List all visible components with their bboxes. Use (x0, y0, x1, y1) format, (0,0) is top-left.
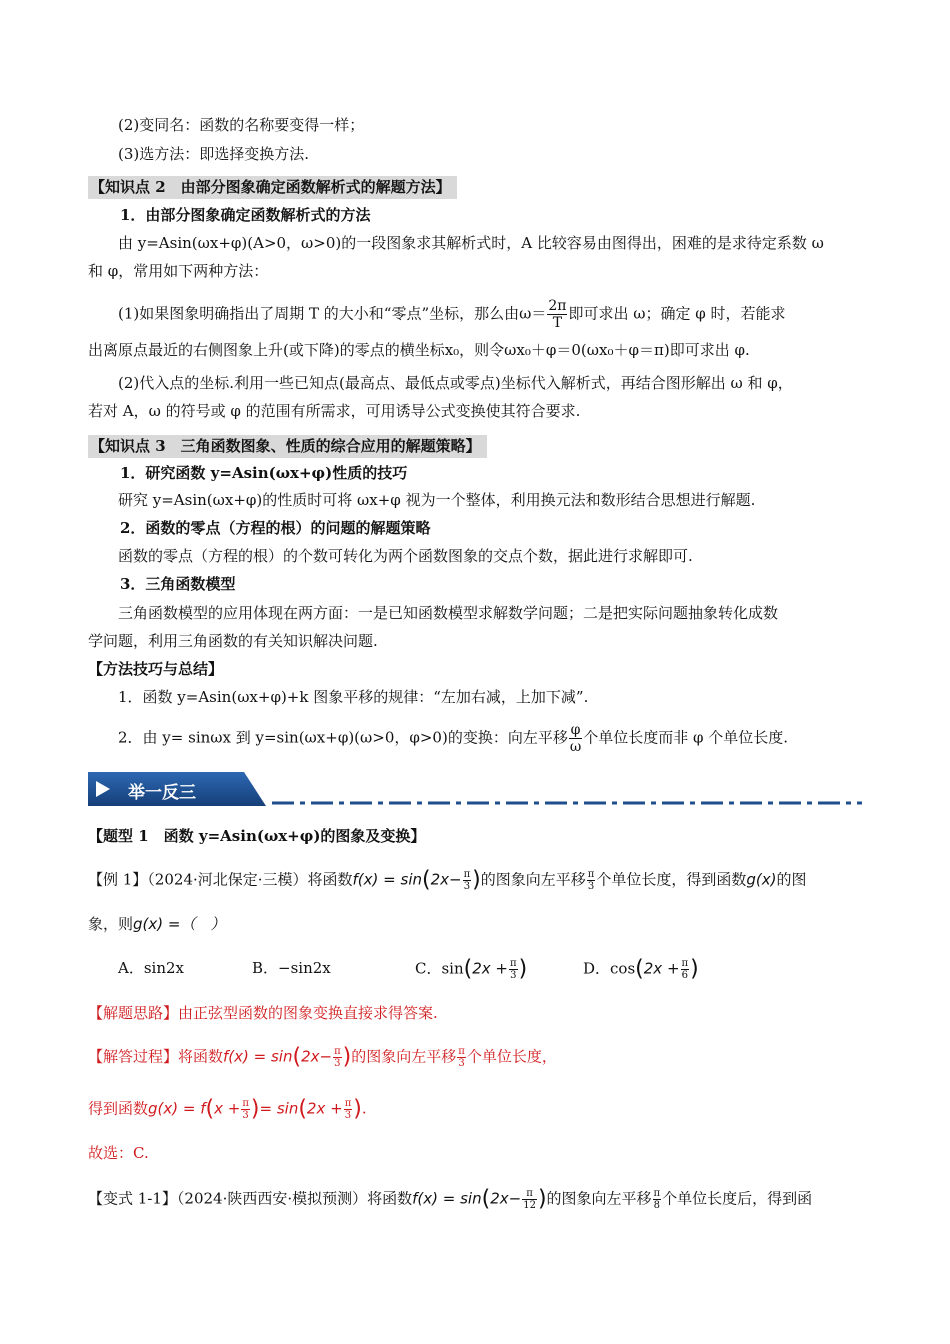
kp2-paragraph-a: 由 y=Asin(ωx+φ)(A>0，ω>0)的一段图象求其解析式时，A 比较容易由图得出，困难的是求待定系数 ω (118, 234, 824, 252)
tips-item-2: 2．由 y= sinωx 到 y=sin(ωx+φ)(ω>0，φ>0)的变换：向左平移 $\frac{\varphi}{\omega}$ 个单位长度而非 φ 个单位长度. (118, 722, 789, 755)
type1-header: 【题型 1 函数 y=Asin(ωx+φ)的图象及变换】 (88, 827, 426, 845)
kp2-method-2a: (2)代入点的坐标.利用一些已知点(最高点、最低点或零点)坐标代入解析式，再结合图形解出 ω 和 φ， (118, 374, 793, 392)
kp3-section-1-title: 1．研究函数 y=Asin(ωx+φ)性质的技巧 (120, 464, 408, 482)
intro-line-3: (3)选方法：即选择变换方法. (118, 145, 310, 163)
kp3-section-2-text: 函数的零点（方程的根）的个数可转化为两个函数图象的交点个数，据此进行求解即可. (118, 547, 693, 565)
solution-answer: 故选：C. (88, 1144, 149, 1162)
intro-line-2: (2)变同名：函数的名称要变得一样； (118, 116, 365, 134)
example-1-line-1: 【例 1】（2024·河北保定·三模）将函数f(x) = sin(2x− $\frac{\pi}{3}$ )的图象向左平移 $\frac{\pi}{3}$ 个单位长度，得到函数g(x)的图 (88, 867, 807, 893)
kp2-header: 【知识点 2 由部分图象确定函数解析式的解题方法】 (88, 177, 457, 197)
option-d: D．cos(2x + $\frac{\pi}{6}$ ) (583, 956, 699, 982)
solution-idea: 【解题思路】由正弦型函数的图象变换直接求得答案. (88, 1004, 438, 1022)
banner-label: 举一反三 (128, 783, 196, 803)
variant-1-1-line-1: 【变式 1-1】（2024·陕西西安·模拟预测）将函数f(x) = sin(2x− $\frac{\pi}{12}$ )的图象向左平移 $\frac{\pi}{8}$ 个单位长度后，得到函 (88, 1186, 813, 1212)
banner-dash-line (272, 801, 862, 805)
tips-item-1: 1．函数 y=Asin(ωx+φ)+k 图象平移的规律：“左加右减，上加下减”. (118, 688, 589, 706)
kp3-section-1-text: 研究 y=Asin(ωx+φ)的性质时可将 ωx+φ 视为一个整体，利用换元法和数形结合思想进行解题. (118, 491, 756, 509)
option-b: B．−sin2x (252, 959, 331, 977)
kp3-section-3-text-a: 三角函数模型的应用体现在两方面：一是已知函数模型求解数学问题；二是把实际问题抽象转化成数 (118, 604, 779, 622)
solution-result: 得到函数g(x) = f(x + $\frac{\pi}{3}$ )= sin(2x + $\frac{\pi}{3}$ ). (88, 1096, 367, 1122)
example-1-line-2: 象，则g(x) =（ ） (88, 915, 226, 933)
section-banner (88, 772, 266, 806)
tips-header: 【方法技巧与总结】 (88, 660, 224, 678)
kp3-header: 【知识点 3 三角函数图象、性质的综合应用的解题策略】 (88, 436, 487, 456)
kp2-paragraph-b: 和 φ，常用如下两种方法： (88, 262, 269, 280)
kp3-section-2-title: 2．函数的零点（方程的根）的问题的解题策略 (120, 519, 431, 537)
option-a: A．sin2x (118, 959, 184, 977)
kp2-method-1-line2: 出离原点最近的右侧图象上升(或下降)的零点的横坐标x₀，则令ωx₀＋φ＝0(ωx₀＋φ＝π)即可求出 φ. (88, 341, 750, 359)
option-c: C．sin(2x + $\frac{\pi}{3}$ ) (415, 956, 528, 982)
kp2-method-2b: 若对 A，ω 的符号或 φ 的范围有所需求，可用诱导公式变换使其符合要求. (88, 402, 581, 420)
kp3-section-3-title: 3．三角函数模型 (120, 575, 236, 593)
kp2-section-title: 1．由部分图象确定函数解析式的方法 (120, 206, 371, 224)
kp3-section-3-text-b: 学问题，利用三角函数的有关知识解决问题. (88, 632, 378, 650)
kp2-method-1: (1)如果图象明确指出了周期 T 的大小和“零点”坐标，那么由ω＝ $\frac{2\pi}{T}$ 即可求出 ω；确定 φ 时，若能求 (118, 298, 786, 331)
solution-process: 【解答过程】将函数f(x) = sin(2x− $\frac{\pi}{3}$ )的图象向左平移 $\frac{\pi}{3}$ 个单位长度， (88, 1044, 557, 1070)
